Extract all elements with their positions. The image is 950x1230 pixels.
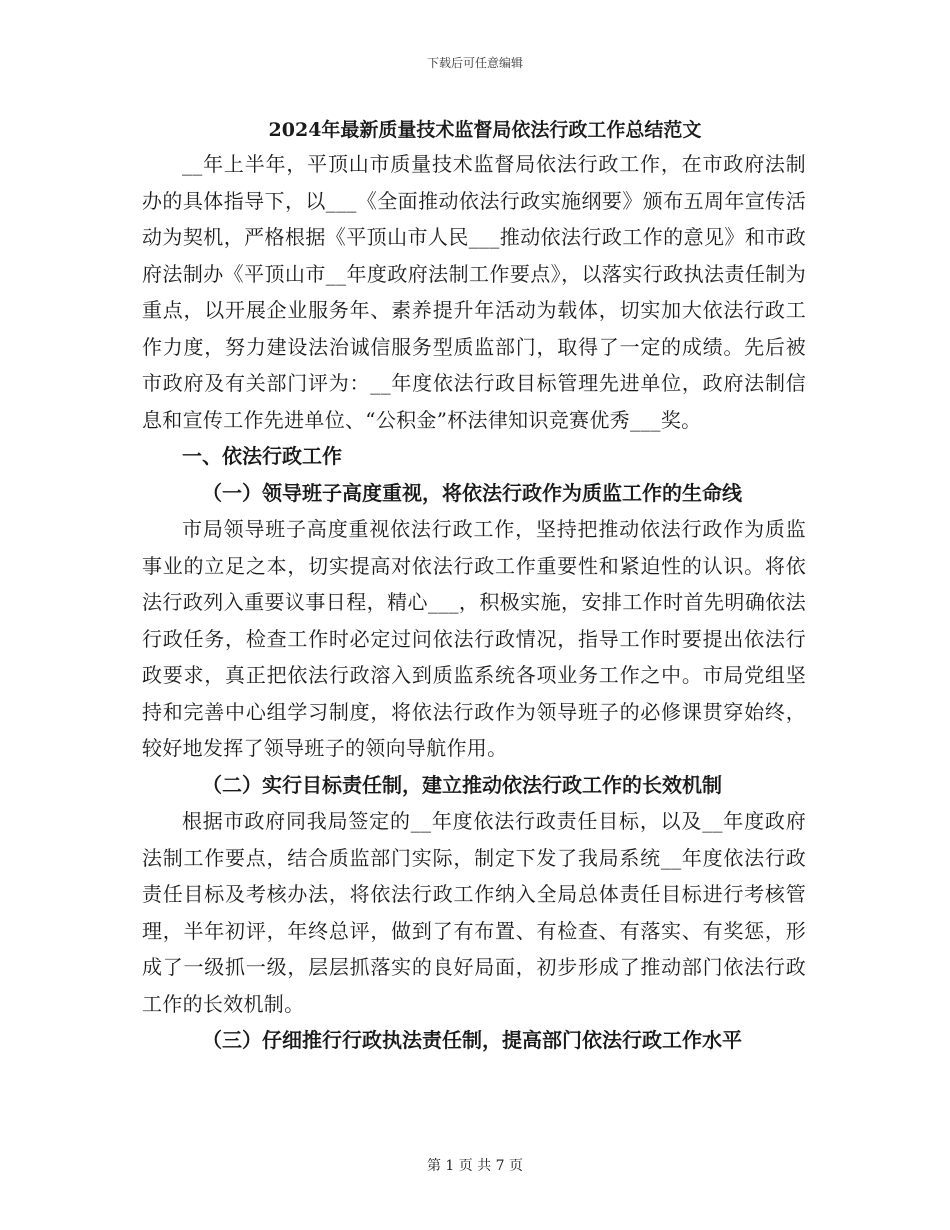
subsection-heading-2: （二）实行目标责任制，建立推动依法行政工作的长效机制 [202, 772, 722, 797]
intro-paragraph: __年上半年，平顶山市质量技术监督局依法行政工作，在市政府法制办的具体指导下，以___《全面推动依法行政实施纲要》颁布五周年宣传活动为契机，严格根据《平顶山市人民___推动依法行政工作的意见》和市政府法制办《平顶山市__年度政府法制工作要点》，以落实行政执法责任制为重点，以开展企业服务年、素养提升年活动为载体，切实加大依法行政工作力度，努力建设法治诚信服务型质监部门，取得了一定的成绩。先后被市政府及有关部门评为：__年度依法行政目标管理先进单位，政府法制信息和宣传工作先进单位、“公积金”杯法律知识竞赛优秀___奖。 [142, 152, 806, 432]
document-body [142, 146, 806, 1059]
subsection-heading-3: （三）仔细推行行政执法责任制，提高部门依法行政工作水平 [202, 1028, 742, 1052]
page-footer: 第 1 页 共 7 页 [426, 1158, 524, 1174]
section-heading-1: 一、依法行政工作 [182, 444, 342, 468]
subsection-heading-1: （一）领导班子高度重视，将依法行政作为质监工作的生命线 [202, 480, 742, 505]
header-note: 下载后可任意编辑 [426, 56, 523, 70]
subsection-paragraph-1: 市局领导班子高度重视依法行政工作，坚持把推动依法行政作为质监事业的立足之本，切实提高对依法行政工作重要性和紧迫性的认识。将依法行政列入重要议事日程，精心___，积极实施，安排工作时首先明确依法行政任务，检查工作时必定过问依法行政情况，指导工作时要提出依法行政要求，真正把依法行政溶入到质监系统各项业务工作之中。市局党组坚持和完善中心组学习制度，将依法行政作为领导班子的必修课贯穿始终，较好地发挥了领导班子的领向导航作用。 [142, 517, 806, 760]
subsection-paragraph-2: 根据市政府同我局签定的__年度依法行政责任目标，以及__年度政府法制工作要点，结合质监部门实际，制定下发了我局系统__年度依法行政责任目标及考核办法，将依法行政工作纳入全局总体责任目标进行考核管理，半年初评，年终总评，做到了有布置、有检查、有落实、有奖惩，形成了一级抓一级，层层抓落实的良好局面，初步形成了推动部门依法行政工作的长效机制。 [142, 809, 806, 1016]
document-title: 2024年最新质量技术监督局依法行政工作总结范文 [268, 119, 702, 141]
